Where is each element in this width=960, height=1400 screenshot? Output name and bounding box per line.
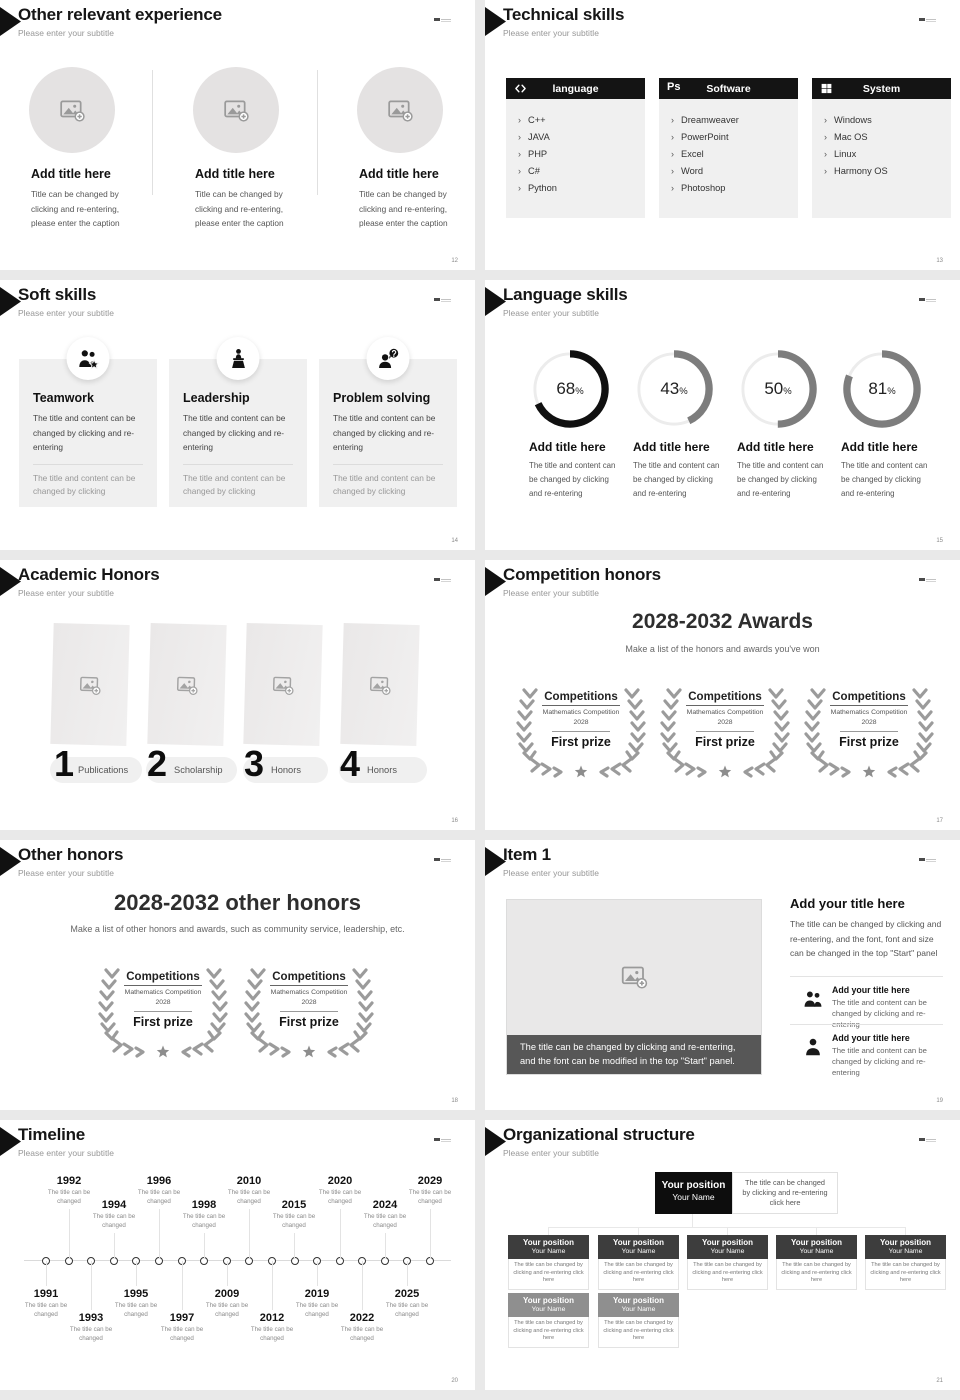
add-image-icon bbox=[621, 963, 648, 990]
gauge-title: Add title here bbox=[529, 440, 606, 454]
org-connector bbox=[638, 1227, 639, 1235]
timeline-event: 1995 The title can be changed bbox=[111, 1288, 161, 1319]
panel-label: System bbox=[862, 82, 901, 95]
panel-body: The title can be changed by clicking and re-entering, and the font, font and size can be changed in the top "Start" panel bbox=[790, 919, 942, 958]
badge-line: Mathematics Competition bbox=[270, 989, 348, 996]
badge-title: Competitions bbox=[803, 691, 935, 703]
badge-prize: First prize bbox=[839, 735, 899, 749]
timeline-event: 2015 The title can be changed bbox=[269, 1199, 319, 1230]
timeline-event: 1998 The title can be changed bbox=[179, 1199, 229, 1230]
entry-number: 1 bbox=[54, 743, 75, 784]
card-title: Teamwork bbox=[33, 391, 94, 405]
panel-body bbox=[506, 99, 645, 218]
row-title: Add your title here bbox=[832, 985, 910, 995]
soft-skill-card-teamwork bbox=[19, 359, 157, 507]
skills-panel-system bbox=[812, 78, 951, 218]
gauge-caption: The title and content can be changed by clicking and re-entering bbox=[633, 461, 720, 498]
add-image-icon bbox=[387, 97, 413, 123]
percent-value: 81 % bbox=[868, 379, 896, 398]
language-gauge bbox=[737, 350, 829, 501]
card-title: Problem solving bbox=[333, 391, 431, 405]
watermark bbox=[434, 298, 451, 303]
list-item: › Harmony OS bbox=[824, 163, 951, 180]
timeline-event: 2009 The title can be changed bbox=[202, 1288, 252, 1319]
list-item: › C++ bbox=[518, 112, 645, 129]
org-root-header: Your position Your Name bbox=[655, 1172, 732, 1214]
experience-card bbox=[31, 67, 131, 231]
page-number: 13 bbox=[936, 258, 943, 264]
badge-prize: First prize bbox=[279, 1015, 339, 1029]
watermark bbox=[434, 18, 451, 23]
list-item: › JAVA bbox=[518, 129, 645, 146]
timeline-event: 2010 The title can be changed bbox=[224, 1175, 274, 1206]
slide-18-other-honors[interactable] bbox=[0, 840, 475, 1110]
awards-subheading: Make a list of the honors and awards you've won bbox=[625, 644, 820, 654]
watermark bbox=[919, 298, 936, 303]
slide-title: Soft skills bbox=[18, 285, 97, 304]
timeline-event: 1997 The title can be changed bbox=[157, 1312, 207, 1343]
slide-title: Language skills bbox=[503, 285, 628, 304]
windows-icon bbox=[820, 82, 833, 95]
badge-prize: First prize bbox=[695, 735, 755, 749]
page-number: 21 bbox=[936, 1378, 943, 1384]
image-placeholder bbox=[357, 67, 443, 153]
badge-line: Mathematics Competition bbox=[124, 989, 202, 996]
leadership-icon bbox=[226, 347, 250, 371]
badge-prize: First prize bbox=[133, 1015, 193, 1029]
org-connector bbox=[548, 1227, 549, 1235]
watermark bbox=[919, 578, 936, 583]
slide-title: Other honors bbox=[18, 845, 124, 864]
award-badge bbox=[659, 686, 791, 778]
experience-card bbox=[359, 67, 459, 231]
org-connector bbox=[727, 1227, 728, 1235]
add-image-icon bbox=[369, 673, 392, 696]
language-gauge bbox=[633, 350, 725, 501]
timeline-event: 1994 The title can be changed bbox=[89, 1199, 139, 1230]
list-item: › Word bbox=[671, 163, 798, 180]
language-gauge bbox=[529, 350, 621, 501]
org-root-note: The title can be changed by clicking and re-entering click here bbox=[732, 1172, 838, 1214]
card-caption: Title can be changed by clicking and re-entering, please enter the caption bbox=[31, 189, 120, 228]
slide-16-academic-honors[interactable] bbox=[0, 560, 475, 830]
badge-prize: First prize bbox=[551, 735, 611, 749]
org-box-secondary: Your position Your Name The title can be changed by clicking and re-entering click here bbox=[508, 1293, 589, 1348]
timeline-event: 1993 The title can be changed bbox=[66, 1312, 116, 1343]
badge-year: 2028 bbox=[861, 719, 877, 726]
timeline-event: 2025 The title can be changed bbox=[382, 1288, 432, 1319]
org-box-secondary: Your position Your Name The title can be changed by clicking and re-entering click here bbox=[598, 1293, 679, 1348]
image-placeholder bbox=[340, 623, 419, 746]
image-placeholder bbox=[50, 623, 129, 746]
timeline-event: 2024 The title can be changed bbox=[360, 1199, 410, 1230]
watermark bbox=[919, 858, 936, 863]
entry-pill: Honors bbox=[243, 757, 328, 783]
slide-subtitle: Please enter your subtitle bbox=[18, 28, 114, 38]
list-item: › Linux bbox=[824, 146, 951, 163]
gauge-title: Add title here bbox=[737, 440, 814, 454]
org-box: Your position Your Name The title can be changed by clicking and re-entering click here bbox=[687, 1235, 768, 1290]
card-body: The title and content can be changed by clicking and re-entering bbox=[33, 413, 136, 452]
skills-panel-language bbox=[506, 78, 645, 218]
page-number: 15 bbox=[936, 538, 943, 544]
card-title: Add title here bbox=[31, 167, 111, 181]
slide-title: Timeline bbox=[18, 1125, 86, 1144]
page-number: 12 bbox=[451, 258, 458, 264]
watermark bbox=[434, 578, 451, 583]
divider bbox=[152, 70, 153, 195]
image-placeholder bbox=[243, 623, 322, 746]
badge-year: 2028 bbox=[301, 999, 317, 1006]
add-image-icon bbox=[272, 673, 295, 696]
percent-value: 50 % bbox=[764, 379, 792, 398]
slide-12-other-relevant-experience[interactable] bbox=[0, 0, 475, 270]
card-title: Add title here bbox=[195, 167, 275, 181]
add-image-icon bbox=[176, 673, 199, 696]
panel-label: Software bbox=[706, 82, 751, 95]
page-number: 17 bbox=[936, 818, 943, 824]
timeline-node bbox=[291, 1257, 299, 1265]
donut-ring bbox=[739, 350, 817, 428]
gauge-caption: The title and content can be changed by clicking and re-entering bbox=[841, 461, 928, 498]
soft-skill-card-problem-solving bbox=[319, 359, 457, 507]
row-caption: The title and content can be changed by clicking and re-entering bbox=[832, 998, 927, 1029]
timeline-event: 1996 The title can be changed bbox=[134, 1175, 184, 1206]
page-number: 18 bbox=[451, 1098, 458, 1104]
slide-21-organizational-structure[interactable] bbox=[485, 1120, 960, 1390]
timeline-event: 2019 The title can be changed bbox=[292, 1288, 342, 1319]
add-image-icon bbox=[59, 97, 85, 123]
slide-title: Item 1 bbox=[503, 845, 551, 864]
slide-14-soft-skills[interactable] bbox=[0, 280, 475, 550]
panel-body bbox=[659, 99, 798, 218]
badge-year: 2028 bbox=[155, 999, 171, 1006]
row-caption: The title and content can be changed by clicking and re-entering bbox=[832, 1046, 927, 1077]
image-placeholder bbox=[147, 623, 226, 746]
badge-title: Competitions bbox=[97, 971, 229, 983]
panel-header bbox=[812, 78, 951, 99]
slide-subtitle: Please enter your subtitle bbox=[18, 1148, 114, 1158]
slide-19-item-1[interactable] bbox=[485, 840, 960, 1110]
page-number: 16 bbox=[451, 818, 458, 824]
watermark bbox=[919, 18, 936, 23]
icon-badge bbox=[67, 337, 110, 380]
language-gauge bbox=[841, 350, 933, 501]
divider bbox=[280, 1011, 338, 1012]
gauge-caption: The title and content can be changed by clicking and re-entering bbox=[737, 461, 824, 498]
divider bbox=[134, 1011, 192, 1012]
watermark bbox=[434, 1138, 451, 1143]
list-item: › PowerPoint bbox=[671, 129, 798, 146]
slide-subtitle: Please enter your subtitle bbox=[18, 868, 114, 878]
gauge-title: Add title here bbox=[633, 440, 710, 454]
entry-pill: Scholarship bbox=[146, 757, 237, 783]
card-body: The title and content can be changed by clicking and re-entering bbox=[333, 413, 436, 452]
divider bbox=[790, 976, 943, 977]
org-box: Your position Your Name The title can be changed by clicking and re-entering click here bbox=[598, 1235, 679, 1290]
entry-number: 3 bbox=[244, 743, 265, 784]
card-footer: The title and content can be changed by clicking bbox=[33, 472, 136, 496]
icon-badge bbox=[367, 337, 410, 380]
page-number: 19 bbox=[936, 1098, 943, 1104]
skills-panel-software bbox=[659, 78, 798, 218]
card-title: Add title here bbox=[359, 167, 439, 181]
panel-body bbox=[812, 99, 951, 218]
card-body: The title and content can be changed by clicking and re-entering bbox=[183, 413, 286, 452]
slide-subtitle: Please enter your subtitle bbox=[503, 308, 599, 318]
experience-card bbox=[195, 67, 295, 231]
award-badge bbox=[515, 686, 647, 778]
slide-subtitle: Please enter your subtitle bbox=[18, 588, 114, 598]
slide-subtitle: Please enter your subtitle bbox=[18, 308, 114, 318]
list-item: › Dreamweaver bbox=[671, 112, 798, 129]
org-box: Your position Your Name The title can be changed by clicking and re-entering click here bbox=[776, 1235, 857, 1290]
divider bbox=[790, 1024, 943, 1025]
slide-subtitle: Please enter your subtitle bbox=[503, 1148, 599, 1158]
panel-title: Add your title here bbox=[790, 896, 905, 911]
list-item: › Python bbox=[518, 180, 645, 197]
watermark bbox=[434, 858, 451, 863]
timeline-event: 2020 The title can be changed bbox=[315, 1175, 365, 1206]
badge-title: Competitions bbox=[659, 691, 791, 703]
list-item: › Photoshop bbox=[671, 180, 798, 197]
slide-title: Academic Honors bbox=[18, 565, 160, 584]
slide-13-technical-skills[interactable] bbox=[485, 0, 960, 270]
image-caption: The title can be changed by clicking and re-entering, and the font can be modified in the top "Start" panel. bbox=[507, 1035, 761, 1074]
award-badge bbox=[803, 686, 935, 778]
list-item: › C# bbox=[518, 163, 645, 180]
timeline-event: 1991 The title can be changed bbox=[21, 1288, 71, 1319]
feature-row bbox=[790, 1033, 943, 1078]
icon-badge bbox=[217, 337, 260, 380]
donut-ring bbox=[843, 350, 921, 428]
panel-label: language bbox=[552, 82, 599, 95]
add-image-icon bbox=[79, 673, 102, 696]
award-badge bbox=[97, 966, 229, 1058]
badge-line: Mathematics Competition bbox=[830, 709, 908, 716]
divider bbox=[333, 464, 443, 465]
entry-number: 4 bbox=[340, 743, 361, 784]
gauge-title: Add title here bbox=[841, 440, 918, 454]
entry-number: 2 bbox=[147, 743, 168, 784]
person-icon bbox=[801, 1036, 825, 1058]
org-connector bbox=[692, 1214, 693, 1227]
entry-pill: Honors bbox=[339, 757, 427, 783]
problem-solving-icon bbox=[376, 347, 400, 371]
gauge-caption: The title and content can be changed by clicking and re-entering bbox=[529, 461, 616, 498]
divider bbox=[183, 464, 293, 465]
card-footer: The title and content can be changed by clicking bbox=[183, 472, 286, 496]
donut-ring bbox=[531, 350, 609, 428]
percent-value: 68 % bbox=[556, 379, 584, 398]
entry-pill: Publications bbox=[50, 757, 142, 783]
donut-ring bbox=[635, 350, 713, 428]
slide-subtitle: Please enter your subtitle bbox=[503, 28, 599, 38]
awards-subheading: Make a list of other honors and awards, such as community service, leadership, etc. bbox=[70, 924, 405, 934]
list-item: › Mac OS bbox=[824, 129, 951, 146]
awards-heading: 2028-2032 other honors bbox=[114, 890, 361, 915]
image-placeholder bbox=[193, 67, 279, 153]
badge-year: 2028 bbox=[717, 719, 733, 726]
slide-subtitle: Please enter your subtitle bbox=[503, 868, 599, 878]
list-item: › PHP bbox=[518, 146, 645, 163]
image-placeholder bbox=[29, 67, 115, 153]
card-title: Leadership bbox=[183, 391, 250, 405]
badge-title: Competitions bbox=[515, 691, 647, 703]
timeline-event: 1992 The title can be changed bbox=[44, 1175, 94, 1206]
image-placeholder bbox=[506, 899, 762, 1075]
timeline-event: 2029 The title can be changed bbox=[405, 1175, 455, 1206]
divider bbox=[696, 731, 754, 732]
photoshop-icon: Ps bbox=[667, 81, 681, 93]
timeline-event: 2012 The title can be changed bbox=[247, 1312, 297, 1343]
panel-header bbox=[659, 78, 798, 99]
percent-value: 43 % bbox=[660, 379, 688, 398]
card-caption: Title can be changed by clicking and re-entering, please enter the caption bbox=[359, 189, 448, 228]
org-root-box bbox=[655, 1172, 838, 1214]
badge-year: 2028 bbox=[573, 719, 589, 726]
row-title: Add your title here bbox=[832, 1033, 910, 1043]
soft-skill-card-leadership bbox=[169, 359, 307, 507]
award-badge bbox=[243, 966, 375, 1058]
watermark bbox=[919, 1138, 936, 1143]
org-connector bbox=[816, 1227, 817, 1235]
org-box: Your position Your Name The title can be changed by clicking and re-entering click here bbox=[508, 1235, 589, 1290]
teamwork-icon bbox=[76, 347, 100, 371]
list-item: › Excel bbox=[671, 146, 798, 163]
divider bbox=[317, 70, 318, 195]
awards-heading: 2028-2032 Awards bbox=[632, 610, 813, 633]
slide-title: Competition honors bbox=[503, 565, 661, 584]
slide-17-competition-honors[interactable] bbox=[485, 560, 960, 830]
divider bbox=[552, 731, 610, 732]
badge-title: Competitions bbox=[243, 971, 375, 983]
card-footer: The title and content can be changed by clicking bbox=[333, 472, 436, 496]
org-connector bbox=[905, 1227, 906, 1235]
slide-20-timeline[interactable] bbox=[0, 1120, 475, 1390]
divider bbox=[840, 731, 898, 732]
badge-line: Mathematics Competition bbox=[686, 709, 764, 716]
card-caption: Title can be changed by clicking and re-entering, please enter the caption bbox=[195, 189, 284, 228]
panel-header bbox=[506, 78, 645, 99]
slide-15-language-skills[interactable] bbox=[485, 280, 960, 550]
people-icon bbox=[801, 988, 825, 1010]
page-number: 14 bbox=[451, 538, 458, 544]
page-number: 20 bbox=[451, 1378, 458, 1384]
list-item: › Windows bbox=[824, 112, 951, 129]
slide-title: Other relevant experience bbox=[18, 5, 222, 24]
org-box: Your position Your Name The title can be changed by clicking and re-entering click here bbox=[865, 1235, 946, 1290]
badge-line: Mathematics Competition bbox=[542, 709, 620, 716]
divider bbox=[33, 464, 143, 465]
slide-subtitle: Please enter your subtitle bbox=[503, 588, 599, 598]
slide-title: Organizational structure bbox=[503, 1125, 695, 1144]
add-image-icon bbox=[223, 97, 249, 123]
slide-title: Technical skills bbox=[503, 5, 625, 24]
code-icon bbox=[514, 82, 527, 95]
timeline-event: 2022 The title can be changed bbox=[337, 1312, 387, 1343]
